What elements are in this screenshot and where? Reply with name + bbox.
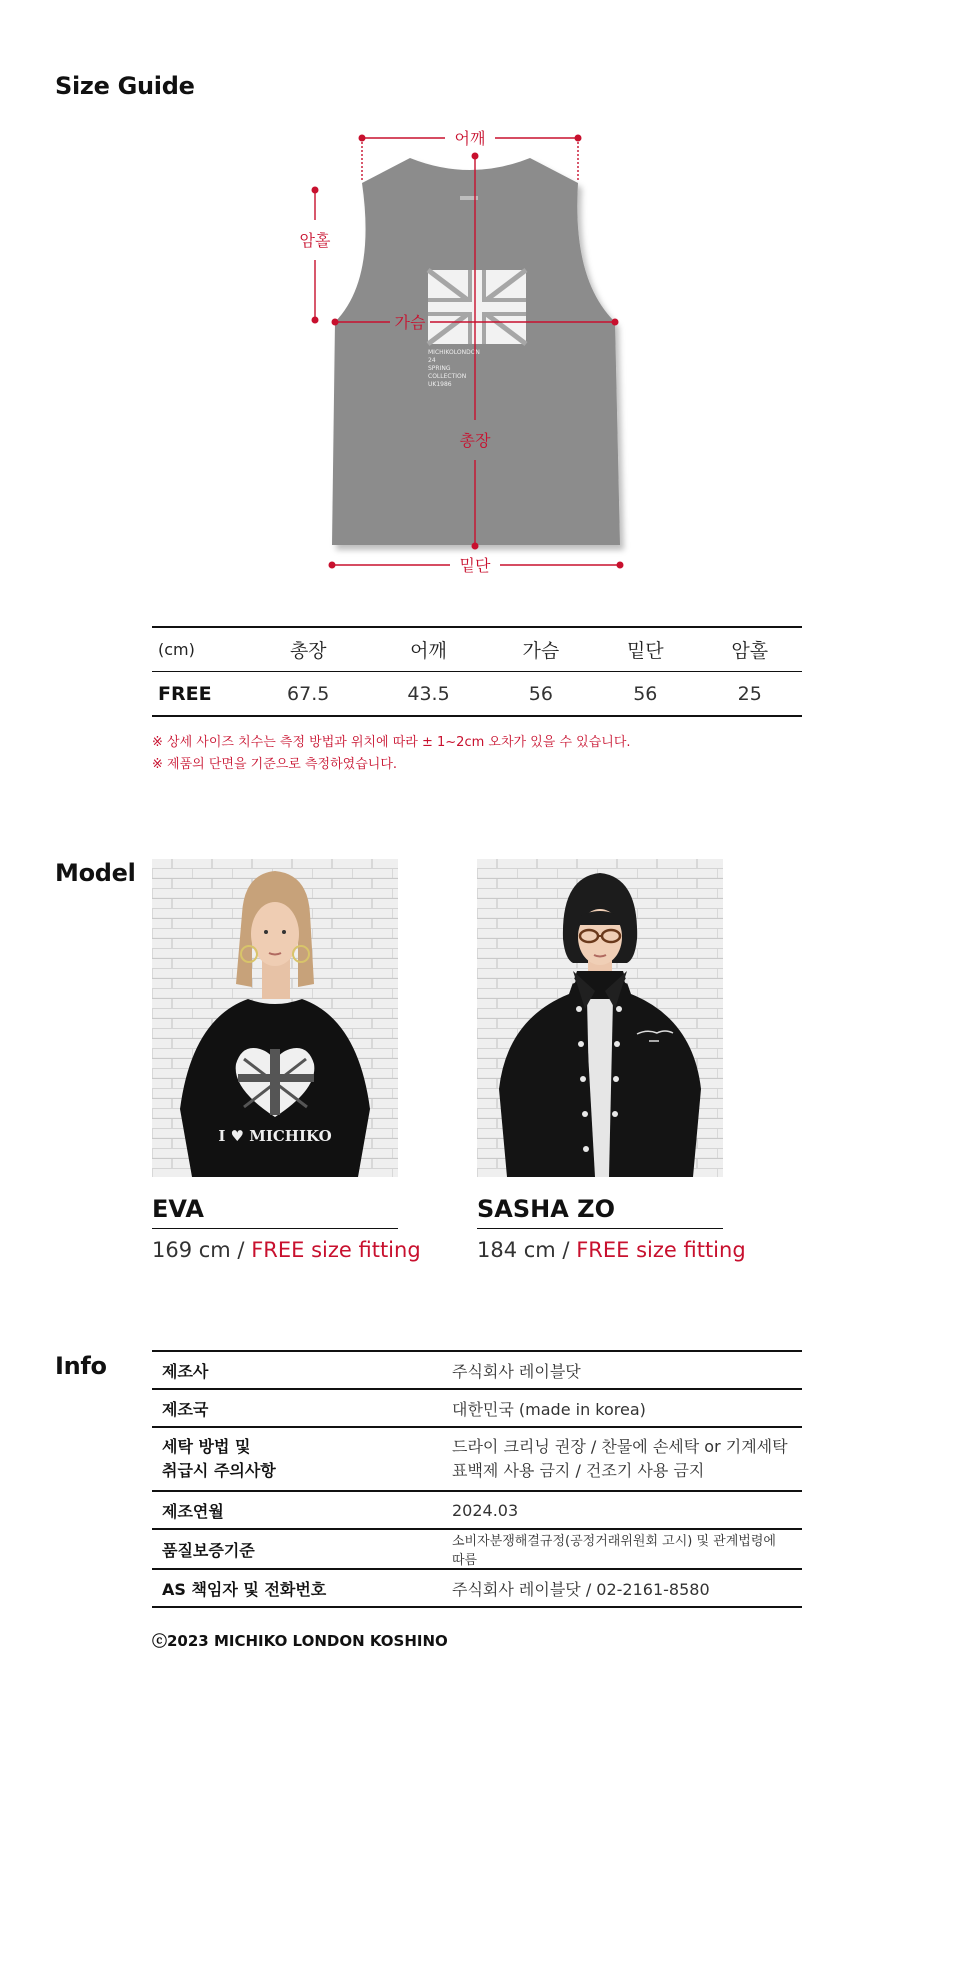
table-row xyxy=(152,1529,802,1569)
print-line-2: 24 xyxy=(428,357,436,364)
value-armhole: 25 xyxy=(698,672,802,717)
copyright-text: ⓒ2023 MICHIKO LONDON KOSHINO xyxy=(152,1632,448,1650)
model-photo-sasha-zo xyxy=(477,859,723,1177)
print-line-1: MICHIKOLONDON xyxy=(428,349,480,356)
info-key-care: 세탁 방법 및 취급시 주의사항 xyxy=(152,1427,442,1491)
info-key-warranty: 품질보증기준 xyxy=(152,1529,442,1569)
note-tolerance: ※ 상세 사이즈 치수는 측정 방법과 위치에 따라 ± 1~2cm 오차가 있을 수 있습니다. xyxy=(152,735,631,750)
union-flag-graphic xyxy=(428,270,526,344)
model-meta-eva xyxy=(152,1238,421,1262)
size-notes xyxy=(152,732,631,776)
label-armhole: 암홀 xyxy=(299,231,331,250)
model-fit-sasha-zo: FREE size fitting xyxy=(576,1238,746,1262)
model-height-sasha-zo: 184 cm / xyxy=(477,1238,570,1262)
size-table xyxy=(152,626,802,717)
col-chest: 가슴 xyxy=(489,627,593,672)
value-chest: 56 xyxy=(489,672,593,717)
value-length: 67.5 xyxy=(248,672,368,717)
info-key-country: 제조국 xyxy=(152,1389,442,1427)
model-name-eva: EVA xyxy=(152,1195,204,1223)
info-value-care: 드라이 크리닝 권장 / 찬물에 손세탁 or 기계세탁 표백제 사용 금지 / 건조기 사용 금지 xyxy=(442,1427,802,1491)
size-guide-heading: Size Guide xyxy=(55,72,195,100)
table-row xyxy=(152,1569,802,1607)
note-measurement: ※ 제품의 단면을 기준으로 측정하였습니다. xyxy=(152,757,398,772)
col-hem: 밑단 xyxy=(593,627,697,672)
col-length: 총장 xyxy=(248,627,368,672)
size-free: FREE xyxy=(152,672,248,717)
model-meta-sasha-zo xyxy=(477,1238,746,1262)
model-heading: Model xyxy=(55,859,136,887)
info-value-date: 2024.03 xyxy=(442,1491,802,1529)
info-heading: Info xyxy=(55,1352,107,1380)
info-key-date: 제조연월 xyxy=(152,1491,442,1529)
size-measurement-diagram xyxy=(290,120,660,590)
info-value-warranty: 소비자분쟁해결규정(공정거래위원회 고시) 및 관계법령에 따름 xyxy=(442,1529,802,1569)
print-line-4: COLLECTION xyxy=(428,373,467,380)
print-line-3: SPRING xyxy=(428,365,451,372)
model-photo-eva xyxy=(152,859,398,1177)
value-hem: 56 xyxy=(593,672,697,717)
label-hem: 밑단 xyxy=(459,556,491,575)
table-row xyxy=(152,1491,802,1529)
table-row xyxy=(152,1351,802,1389)
info-key-manufacturer: 제조사 xyxy=(152,1351,442,1389)
shirt-print-text: I ♥ MICHIKO xyxy=(218,1127,332,1145)
table-row xyxy=(152,1389,802,1427)
size-table-header xyxy=(152,627,802,672)
table-row xyxy=(152,1427,802,1491)
unit-header: (cm) xyxy=(152,627,248,672)
model-height-eva: 169 cm / xyxy=(152,1238,245,1262)
label-chest: 가슴 xyxy=(394,313,426,332)
model-divider-sasha-zo xyxy=(477,1228,723,1229)
model-divider-eva xyxy=(152,1228,398,1229)
info-value-manufacturer: 주식회사 레이블닷 xyxy=(442,1351,802,1389)
info-value-country: 대한민국 (made in korea) xyxy=(442,1389,802,1427)
label-length: 총장 xyxy=(459,431,491,450)
col-shoulder: 어깨 xyxy=(368,627,488,672)
print-line-5: UK1986 xyxy=(428,381,452,388)
label-shoulder: 어깨 xyxy=(454,129,486,148)
info-key-as-contact: AS 책임자 및 전화번호 xyxy=(152,1569,442,1607)
col-armhole: 암홀 xyxy=(698,627,802,672)
table-row xyxy=(152,672,802,717)
info-value-as-contact: 주식회사 레이블닷 / 02-2161-8580 xyxy=(442,1569,802,1607)
product-info-table xyxy=(152,1350,802,1608)
model-fit-eva: FREE size fitting xyxy=(251,1238,421,1262)
value-shoulder: 43.5 xyxy=(368,672,488,717)
model-name-sasha-zo: SASHA ZO xyxy=(477,1195,615,1223)
